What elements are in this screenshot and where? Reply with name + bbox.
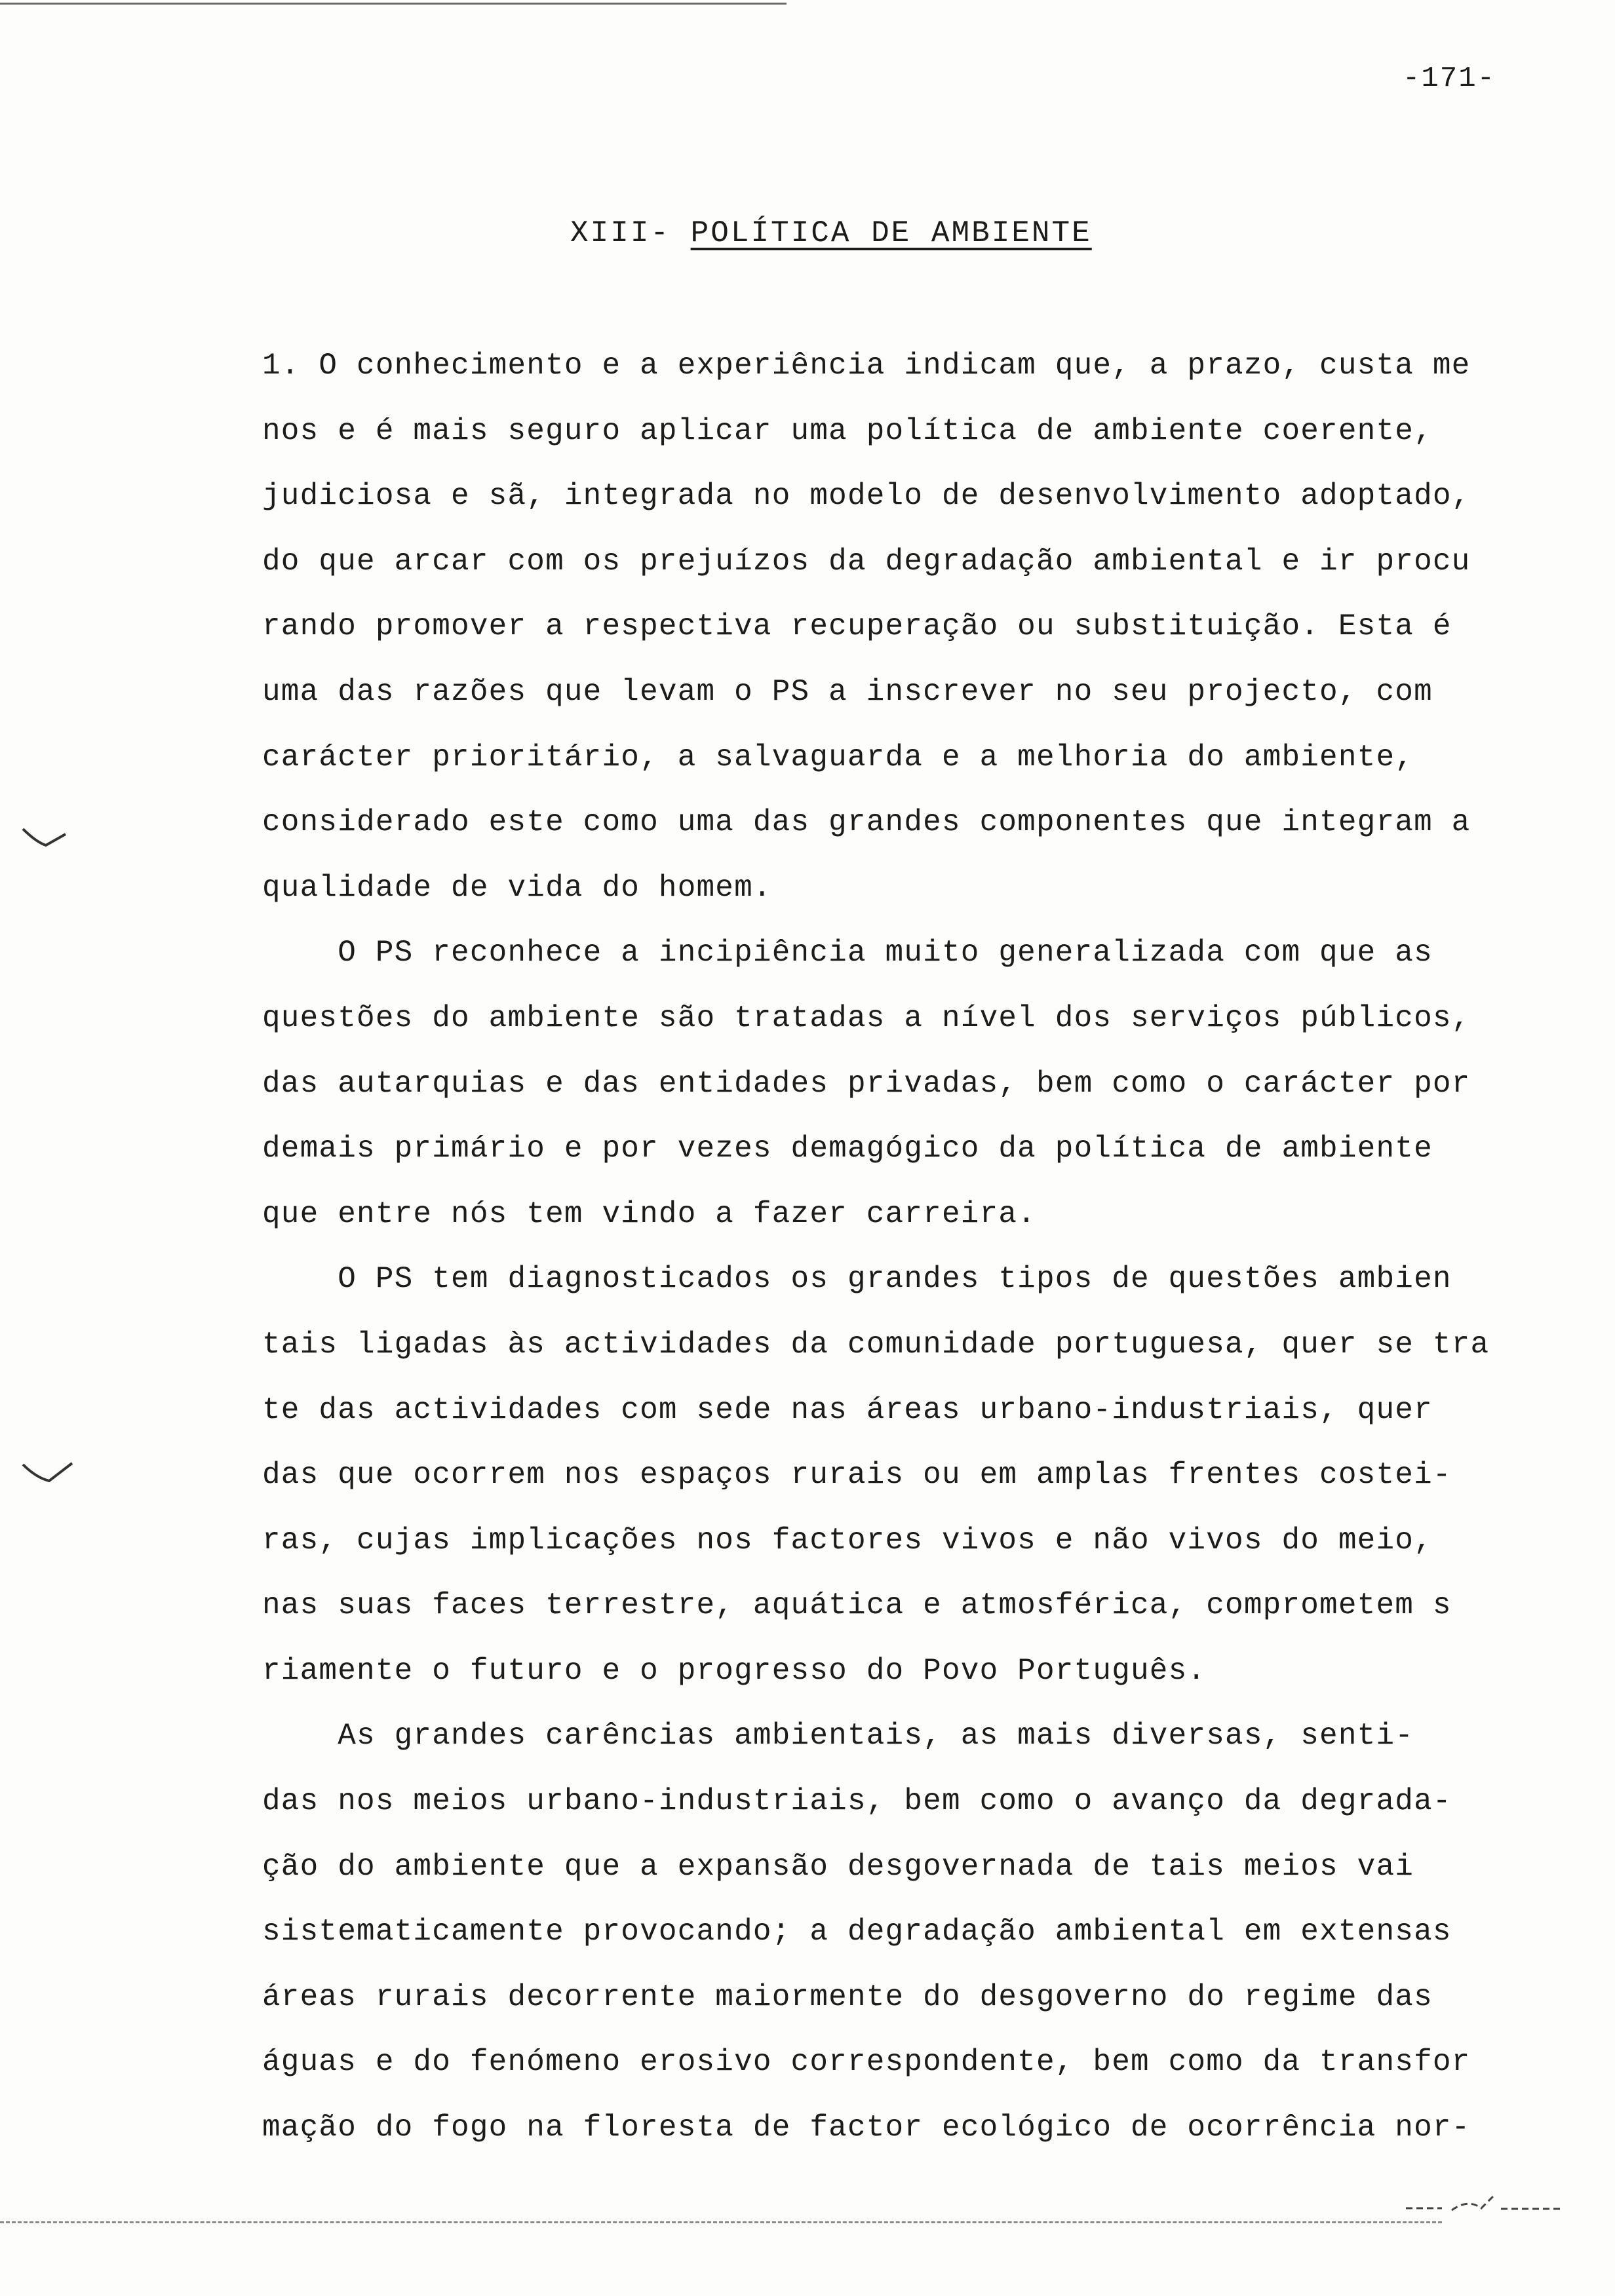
text-line: do que arcar com os prejuízos da degradação ambiental e ir procu — [262, 544, 1471, 579]
text-line: águas e do fenómeno erosivo correspondente, bem como da transfor — [262, 2045, 1471, 2080]
text-line: que entre nós tem vindo a fazer carreira. — [262, 1196, 1036, 1231]
text-line: ção do ambiente que a expansão desgovernada de tais meios vai — [262, 1849, 1414, 1884]
text-line: 1. O conhecimento e a experiência indicam que, a prazo, custa me — [262, 349, 1471, 383]
text-line: riamente o futuro e o progresso do Povo Português. — [262, 1653, 1207, 1688]
text-line: judiciosa e sã, integrada no modelo de desenvolvimento adoptado, — [262, 479, 1471, 514]
margin-check-mark — [20, 822, 72, 855]
margin-check-mark — [20, 1458, 79, 1494]
text-line: questões do ambiente são tratadas a nível dos serviços públicos, — [262, 1001, 1471, 1035]
text-line: das nos meios urbano-industriais, bem como o avanço da degrada- — [262, 1784, 1452, 1819]
text-line: O PS tem diagnosticados os grandes tipos de questões ambien — [262, 1262, 1452, 1297]
text-line: O PS reconhece a incipiência muito generalizada com que as — [262, 936, 1433, 970]
bottom-border-line — [0, 2221, 1442, 2223]
text-line: ras, cujas implicações nos factores vivos e não vivos do meio, — [262, 1523, 1433, 1558]
text-line: mação do fogo na floresta de factor ecológico de ocorrência nor- — [262, 2111, 1471, 2145]
text-line: sistematicamente provocando; a degradação ambiental em extensas — [262, 1915, 1452, 1949]
text-line: áreas rurais decorrente maiormente do desgoverno do regime das — [262, 1980, 1433, 2014]
text-line: nas suas faces terrestre, aquática e atmosférica, comprometem s — [262, 1588, 1452, 1623]
page-number: -171- — [1403, 62, 1496, 95]
text-line: qualidade de vida do homem. — [262, 870, 772, 905]
heading-prefix: XIII- — [570, 216, 691, 250]
text-line: rando promover a respectiva recuperação ou substituição. Esta é — [262, 609, 1452, 644]
heading-title: POLÍTICA DE AMBIENTE — [690, 216, 1092, 250]
body-text — [262, 346, 1547, 2173]
text-line: As grandes carências ambientais, as mais diversas, senti- — [262, 1719, 1414, 1753]
top-border-line — [0, 3, 787, 5]
bottom-scribble — [1403, 2192, 1566, 2218]
text-line: te das actividades com sede nas áreas urbano-industriais, quer — [262, 1392, 1433, 1427]
text-line: demais primário e por vezes demagógico da política de ambiente — [262, 1132, 1433, 1166]
text-line: das autarquias e das entidades privadas, bem como o carácter por — [262, 1066, 1471, 1101]
text-line: nos e é mais seguro aplicar uma política de ambiente coerente, — [262, 413, 1433, 448]
text-line: carácter prioritário, a salvaguarda e a melhoria do ambiente, — [262, 740, 1414, 775]
text-line: uma das razões que levam o PS a inscrever no seu projecto, com — [262, 674, 1433, 709]
section-heading — [570, 216, 1092, 250]
text-line: considerado este como uma das grandes componentes que integram a — [262, 805, 1471, 840]
text-line: tais ligadas às actividades da comunidade portuguesa, quer se tra — [262, 1327, 1490, 1362]
text-line: das que ocorrem nos espaços rurais ou em amplas frentes costei- — [262, 1458, 1452, 1493]
